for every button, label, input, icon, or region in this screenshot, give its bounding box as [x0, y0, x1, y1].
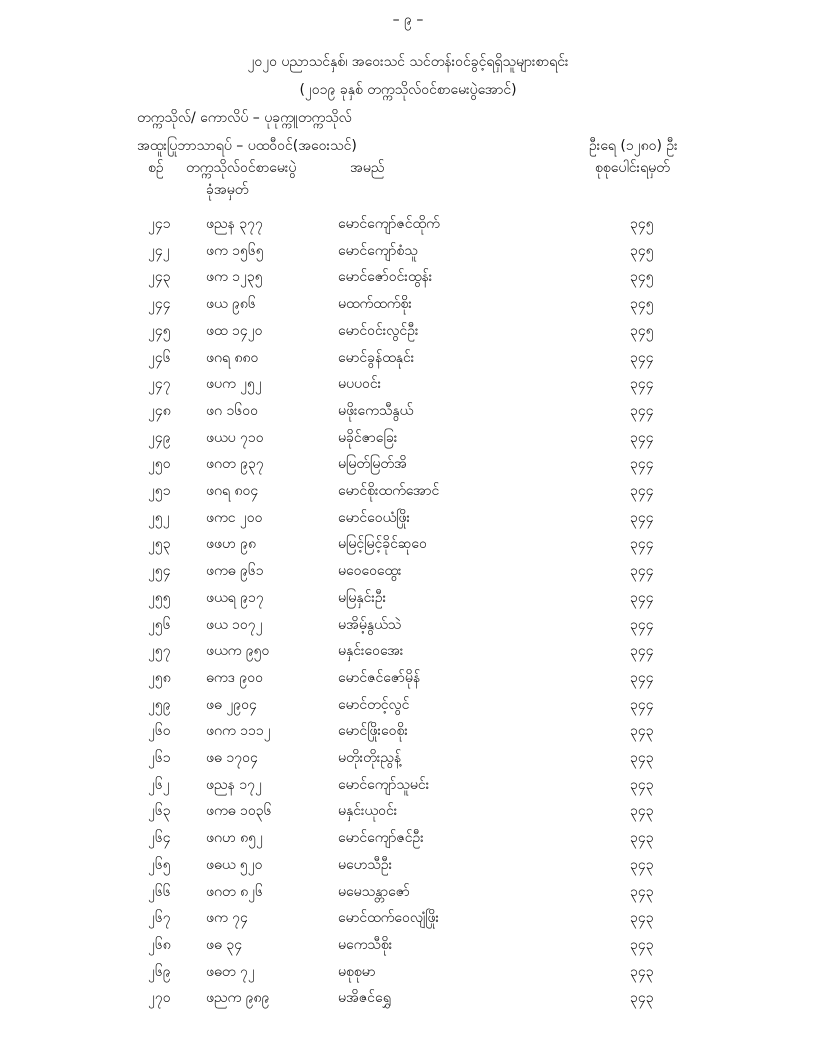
- student-name: မတိုးတိုးညွန့်: [338, 750, 402, 766]
- student-name: မောင်တင့်လွင်: [338, 696, 410, 713]
- table-row: [0, 481, 816, 503]
- table-row: [0, 454, 816, 476]
- table-row: [0, 695, 816, 717]
- roll-number: ဖယ ၉၈၆: [206, 296, 256, 313]
- student-name: မောင်ဇော်ဝင်းထွန်း: [338, 269, 433, 286]
- total-mark: ၃၄၄: [630, 536, 654, 553]
- row-number: ၂၄၂: [148, 242, 170, 259]
- roll-number: ဖပက ၂၅၂: [206, 376, 262, 393]
- total-mark: ၃၄၃: [630, 936, 654, 953]
- table-row: [0, 962, 816, 984]
- table-row: [0, 988, 816, 1010]
- table-row: [0, 855, 816, 877]
- roll-number: ဖဓတ ၇၂: [206, 963, 255, 980]
- student-name: မဟေသီဦး: [338, 856, 393, 873]
- roll-number: ဖဂက ၁၁၁၂: [206, 723, 271, 740]
- total-mark: ၃၄၄: [630, 402, 654, 419]
- total-mark: ၃၄၃: [630, 830, 654, 847]
- table-row: [0, 267, 816, 289]
- student-name: မောင်ဖြိုးဝေစိုး: [338, 723, 408, 740]
- row-number: ၂၅၈: [148, 669, 171, 686]
- student-name: မနှင်းဝေအေး: [338, 643, 404, 660]
- roll-number: ဖကဓ ၁၀၃၆: [206, 803, 272, 820]
- row-number: ၂၆၂: [148, 776, 170, 793]
- roll-number: ဖက ၁၅၆၅: [206, 242, 264, 259]
- row-number: ၂၅၀: [148, 456, 171, 473]
- table-row: [0, 828, 816, 850]
- roll-number: ဖဂဟ ၈၅၂: [206, 830, 263, 847]
- student-name: မောင်ခွန်ထနုင်း: [338, 349, 415, 366]
- header-name: အမည်: [350, 160, 385, 176]
- student-name: မမြင့်မြင့်ခိုင်ဆုဝေ: [338, 536, 427, 553]
- roll-number: ဖကဓ ၉၆၁: [206, 563, 264, 580]
- table-row: [0, 721, 816, 743]
- roll-number: ဖဓ ၂၉၀၄: [206, 696, 257, 713]
- total-mark: ၃၄၅: [630, 322, 654, 339]
- roll-number: ဖကင ၂၀၀: [206, 509, 263, 526]
- row-number: ၂၄၅: [148, 322, 171, 339]
- total-mark: ၃၄၃: [630, 963, 654, 980]
- major-line: အထူးပြုဘာသာရပ် – ပထဝီဝင်(အဝေးသင်): [137, 138, 357, 154]
- row-number: ၂၄၃: [148, 269, 171, 286]
- student-name: မောင်ကျော်သူမင်း: [338, 776, 430, 793]
- row-number: ၂၄၄: [148, 296, 171, 313]
- roll-number: ဖဓ ၃၄: [206, 936, 243, 953]
- table-row: [0, 801, 816, 823]
- student-name: မမေသန္တာဇော်: [338, 883, 410, 900]
- header-no: စဉ်: [148, 160, 164, 176]
- roll-number: ဖဓယ ၅၂၀: [206, 856, 263, 873]
- row-number: ၂၄၁: [148, 216, 171, 232]
- row-number: ၂၄၇: [148, 376, 171, 393]
- row-number: ၂၆၆: [148, 883, 171, 900]
- total-mark: ၃၄၄: [630, 429, 654, 446]
- table-row: [0, 561, 816, 583]
- table-row: [0, 588, 816, 610]
- roll-number: ဖဂရ ၈၈၀: [206, 349, 259, 366]
- total-mark: ၃၄၄: [630, 483, 654, 499]
- row-number: ၂၅၄: [148, 563, 171, 580]
- table-row: [0, 534, 816, 556]
- roll-number: ဖဂတ ၉၃၇: [206, 456, 264, 473]
- total-mark: ၃၄၄: [630, 376, 654, 393]
- roll-number: ဖက ၁၂၃၅: [206, 269, 263, 286]
- student-name: မခိုင်ဇာခြေး: [338, 429, 398, 446]
- total-mark: ၃၄၄: [630, 643, 654, 660]
- row-number: ၂၅၁: [148, 483, 171, 499]
- row-number: ၂၅၆: [148, 616, 171, 633]
- document-title: ၂၀၂၀ ပညာသင်နှစ်၊ အဝေးသင် သင်တန်းဝင်ခွင့်ရရှိသူများစာရင်း: [247, 54, 569, 70]
- total-mark: ၃၄၃: [630, 750, 654, 766]
- table-row: [0, 374, 816, 396]
- table-row: [0, 935, 816, 957]
- student-name: မစုစုမာ: [338, 963, 376, 980]
- total-mark: ၃၄၄: [630, 696, 654, 713]
- student-name: မထက်ထက်စိုး: [338, 296, 412, 313]
- row-number: ၂၆၈: [148, 936, 171, 953]
- student-name: မမြနှင်းဦး: [338, 589, 387, 606]
- total-mark: ၃၄၄: [630, 456, 654, 473]
- table-row: [0, 401, 816, 423]
- document-subtitle: (၂၀၁၉ ခုနှစ် တက္ကသိုလ်ဝင်စာမေးပွဲအောင်): [299, 82, 517, 98]
- table-row: [0, 908, 816, 930]
- student-name: မောင်ထက်ဝေလျံဖြိုး: [338, 910, 440, 927]
- row-number: ၂၆၄: [148, 830, 171, 847]
- roll-number: ဖဂတ ၈၂၆: [206, 883, 263, 900]
- total-mark: ၃၄၄: [630, 349, 654, 366]
- total-mark: ၃၄၃: [630, 990, 654, 1007]
- roll-number: ဓကဒ ၉၀၀: [206, 669, 263, 686]
- student-name: မနှင်းယုဝင်း: [338, 803, 398, 820]
- total-mark: ၃၄၅: [630, 242, 654, 259]
- roll-number: ဖယက ၉၅၀: [206, 643, 270, 660]
- header-roll: တက္ကသိုလ်ဝင်စာမေးပွဲ: [186, 160, 297, 176]
- roll-number: ဖဖဟ ၉၈: [206, 536, 257, 553]
- student-name: မကေသီစိုး: [338, 936, 393, 953]
- student-name: မောင်စိုးထက်အောင်: [338, 483, 440, 499]
- roll-number: ဖယ ၁၀၇၂: [206, 616, 263, 633]
- table-row: [0, 668, 816, 690]
- student-name: မဝေဝေထွေး: [338, 563, 402, 580]
- total-mark: ၃၄၄: [630, 616, 654, 633]
- roll-number: ဖက ၇၄: [206, 910, 248, 927]
- table-row: [0, 508, 816, 530]
- student-name: မောင်ဝေယံဖြိုး: [338, 509, 411, 526]
- row-number: ၂၅၃: [148, 536, 171, 553]
- table-row: [0, 775, 816, 797]
- table-row: [0, 241, 816, 263]
- roll-number: ဖဂရ ၈၀၄: [206, 483, 259, 499]
- table-row: [0, 615, 816, 637]
- cutoff-count: ဦးရေ (၁၂၈၀) ဦး: [589, 138, 678, 154]
- row-number: ၂၄၈: [148, 402, 171, 419]
- table-row: [0, 348, 816, 370]
- table-row: [0, 294, 816, 316]
- table-row: [0, 321, 816, 343]
- table-row: [0, 748, 816, 770]
- student-name: မမြတ်မြတ်အိ: [338, 456, 407, 473]
- row-number: ၂၆၀: [148, 723, 171, 740]
- header-roll-line2: ခုံအမှတ်: [206, 182, 249, 198]
- table-row: [0, 428, 816, 450]
- roll-number: ဖညန ၁၇၂: [206, 776, 262, 793]
- total-mark: ၃၄၃: [630, 856, 654, 873]
- student-name: မအိဇင်ရွှေ: [338, 990, 391, 1007]
- student-name: မောင်ကျော်ဇင်ထိုက်: [338, 216, 440, 232]
- total-mark: ၃၄၃: [630, 803, 654, 820]
- roll-number: ဖဓ ၁၇၀၄: [206, 750, 258, 766]
- row-number: ၂၇၀: [148, 990, 171, 1007]
- roll-number: ဖညက ၉၈၉: [206, 990, 270, 1007]
- row-number: ၂၄၆: [148, 349, 171, 366]
- total-mark: ၃၄၃: [630, 910, 654, 927]
- total-mark: ၃၄၃: [630, 723, 654, 740]
- student-name: မပပဝင်း: [338, 376, 382, 393]
- roll-number: ဖညန ၃၇၇: [206, 216, 263, 232]
- total-mark: ၃၄၅: [630, 216, 654, 232]
- table-row: [0, 641, 816, 663]
- student-name: မောင်ဇင်ဇော်မိုန်: [338, 669, 421, 686]
- total-mark: ၃၄၅: [630, 296, 654, 313]
- total-mark: ၃၄၄: [630, 563, 654, 580]
- row-number: ၂၅၅: [148, 589, 171, 606]
- row-number: ၂၅၂: [148, 509, 170, 526]
- row-number: ၂၆၅: [148, 856, 171, 873]
- page-number: – ၉ –: [392, 12, 424, 28]
- student-name: မောင်ကျော်ဇင်ဦး: [338, 830, 424, 847]
- table-row: [0, 214, 816, 236]
- row-number: ၂၆၉: [148, 963, 171, 980]
- total-mark: ၃၄၄: [630, 669, 654, 686]
- roll-number: ဖယပ ၇၁၀: [206, 429, 264, 446]
- roll-number: ဖထ ၁၄၂၀: [206, 322, 263, 339]
- row-number: ၂၅၇: [148, 643, 171, 660]
- student-name: မဖိုးကေသီနွယ်: [338, 402, 414, 419]
- university-line: တက္ကသိုလ်/ ကောလိပ် – ပုခုက္ကူတက္ကသိုလ်: [137, 110, 352, 126]
- total-mark: ၃၄၄: [630, 509, 654, 526]
- student-name: မအိမ့်နွယ်သဲ: [338, 616, 402, 633]
- row-number: ၂၆၇: [148, 910, 171, 927]
- header-mark: စုစုပေါင်းရမှတ်: [595, 160, 670, 176]
- student-name: မောင်ဝင်းလွင်ဦး: [338, 322, 419, 339]
- total-mark: ၃၄၄: [630, 589, 654, 606]
- row-number: ၂၆၁: [148, 750, 171, 766]
- total-mark: ၃၄၃: [630, 776, 654, 793]
- student-name: မောင်ကျော်စံသူ: [338, 242, 418, 259]
- total-mark: ၃၄၃: [630, 883, 654, 900]
- row-number: ၂၆၃: [148, 803, 171, 820]
- roll-number: ဖဂ ၁၆၀၀: [206, 402, 258, 419]
- total-mark: ၃၄၅: [630, 269, 654, 286]
- roll-number: ဖယရ ၉၁၇: [206, 589, 264, 606]
- row-number: ၂၄၉: [148, 429, 171, 446]
- table-row: [0, 882, 816, 904]
- row-number: ၂၅၉: [148, 696, 171, 713]
